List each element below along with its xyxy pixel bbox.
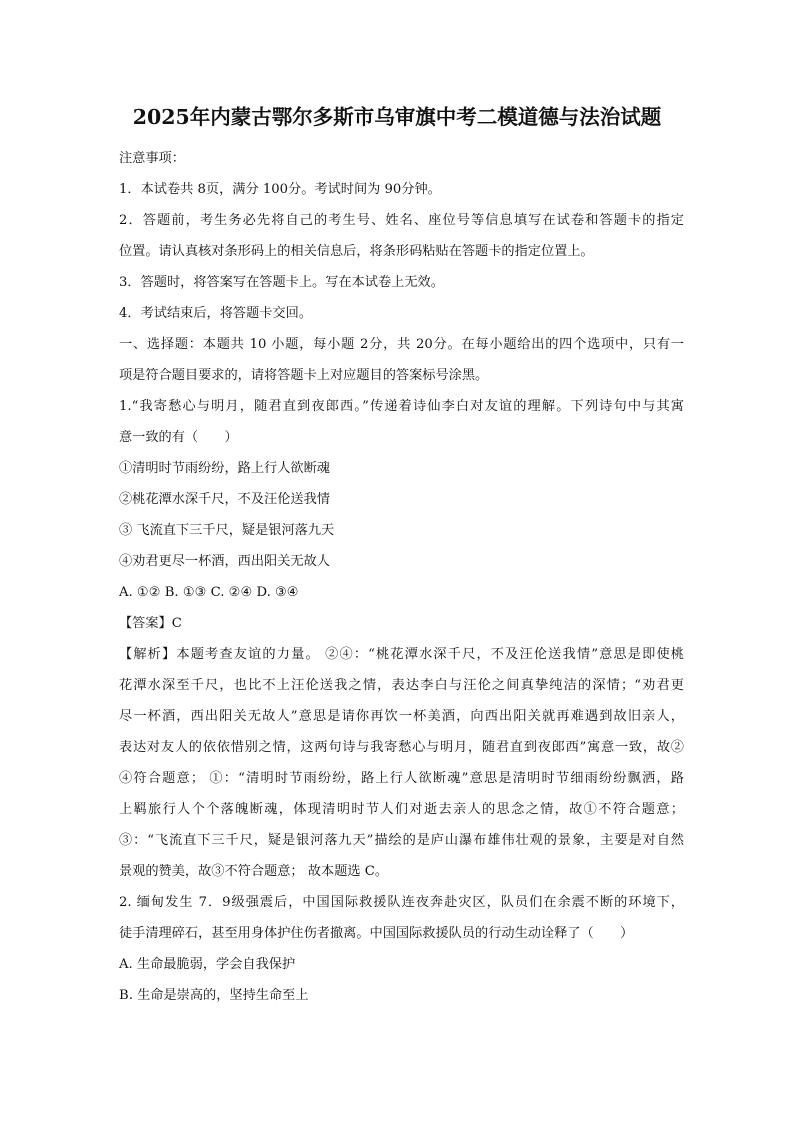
question-1-stem: 1.“我寄愁心与明月，随君直到夜郎西。”传递着诗仙李白对友谊的理解。下列诗句中与其寓 xyxy=(119,399,684,414)
question-1-answer: 【答案】C xyxy=(119,616,182,631)
question-1-analysis: 花潭水深至千尺，也比不上汪伦送我之情，表达李白与汪伦之间真挚纯洁的深情；“劝君更 xyxy=(119,678,684,693)
question-1-analysis: ③：“飞流直下三千尺，疑是银河落九天”描绘的是庐山瀑布雄伟壮观的景象，主要是对自然 xyxy=(119,833,684,848)
notice-heading: 注意事项： xyxy=(119,151,185,166)
question-1-analysis: 上羁旅行人个个落魄断魂，体现清明时节人们对逝去亲人的思念之情，故①不符合题意； xyxy=(119,802,684,817)
notice-item: 1．本试卷共 8页，满分 100分。考试时间为 90分钟。 xyxy=(119,182,441,197)
question-2-option: A. 生命最脆弱，学会自我保护 xyxy=(119,957,296,972)
question-1-analysis: ④符合题意； ①：“清明时节雨纷纷，路上行人欲断魂”意思是清明时节细雨纷纷飘洒，路 xyxy=(119,771,684,786)
question-1-option: ②桃花潭水深千尺，不及汪伦送我情 xyxy=(119,492,330,507)
question-1-choices: A. ①② B. ①③ C. ②④ D. ③④ xyxy=(119,585,299,600)
question-1-analysis: 表达对友人的依依惜别之情，这两句诗与我寄愁心与明月，随君直到夜郎西”寓意一致，故② xyxy=(119,740,684,755)
question-1-analysis: 【解析】本题考查友谊的力量。 ②④：“桃花潭水深千尺，不及汪伦送我情”意思是即使桃 xyxy=(119,647,684,662)
question-1-analysis: 尽一杯酒，西出阳关无故人”意思是请你再饮一杯美酒，向西出阳关就再难遇到故旧亲人， xyxy=(119,709,684,724)
question-2-option: B. 生命是崇高的，坚持生命至上 xyxy=(119,988,309,1003)
question-2-stem-cont: 徒手清理碎石，甚至用身体护住伤者撤离。中国国际救援队员的行动生动诠释了（ ） xyxy=(119,926,634,941)
question-1-option: ①清明时节雨纷纷，路上行人欲断魂 xyxy=(119,461,330,476)
notice-item: 2．答题前，考生务必先将自己的考生号、姓名、座位号等信息填写在试卷和答题卡的指定 xyxy=(119,213,684,228)
section-heading-cont: 项是符合题目要求的，请将答题卡上对应题目的答案标号涂黑。 xyxy=(119,368,489,383)
question-1-option: ③ 飞流直下三千尺，疑是银河落九天 xyxy=(119,523,335,538)
question-2-stem: 2. 缅甸发生 7．9级强震后，中国国际救援队连夜奔赴灾区，队员们在余震不断的环境下， xyxy=(119,895,684,910)
page-title: 2025年内蒙古鄂尔多斯市乌审旗中考二模道德与法治试题 xyxy=(132,105,662,129)
section-heading: 一、选择题：本题共 10 小题，每小题 2分，共 20分。在每小题给出的四个选项中，只有一 xyxy=(119,337,684,352)
question-1-stem-cont: 意一致的有（ ） xyxy=(119,430,238,445)
notice-item: 位置。请认真核对条形码上的相关信息后，将条形码粘贴在答题卡的指定位置上。 xyxy=(119,244,594,259)
notice-item: 4．考试结束后，将答题卡交回。 xyxy=(119,306,313,321)
question-1-option: ④劝君更尽一杯酒，西出阳关无故人 xyxy=(119,554,330,569)
document-body xyxy=(119,143,684,1011)
notice-item: 3．答题时，将答案写在答题卡上。写在本试卷上无效。 xyxy=(119,275,444,290)
question-1-analysis: 景观的赞美，故③不符合题意； 故本题选 C。 xyxy=(119,864,389,879)
